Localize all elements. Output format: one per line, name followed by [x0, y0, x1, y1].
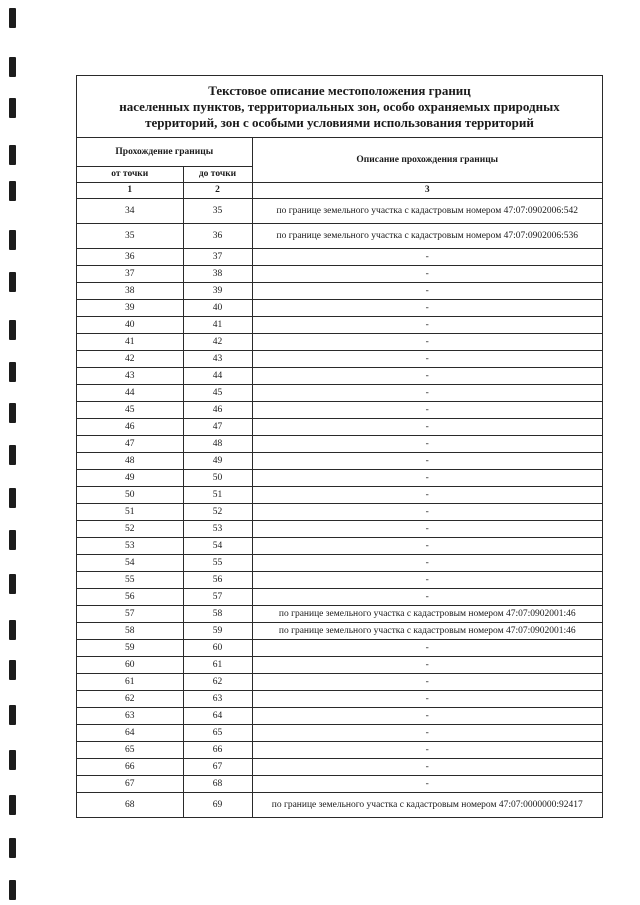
binder-hole — [9, 620, 16, 640]
from-point-cell: 37 — [77, 266, 183, 283]
description-cell: - — [252, 589, 602, 606]
to-point-cell: 45 — [183, 385, 252, 402]
to-point-cell: 51 — [183, 487, 252, 504]
binder-hole — [9, 838, 16, 858]
from-point-cell: 35 — [77, 224, 183, 249]
table-body — [77, 199, 602, 818]
to-point-cell: 62 — [183, 674, 252, 691]
to-point-cell: 35 — [183, 199, 252, 224]
table-row — [77, 368, 602, 385]
table-row — [77, 283, 602, 300]
binder-hole — [9, 530, 16, 550]
description-cell: - — [252, 674, 602, 691]
binder-holes — [9, 0, 17, 905]
description-cell: - — [252, 640, 602, 657]
binder-hole — [9, 272, 16, 292]
description-cell: - — [252, 249, 602, 266]
from-point-cell: 63 — [77, 708, 183, 725]
header-col-number-2: 2 — [183, 183, 252, 199]
table-row — [77, 351, 602, 368]
to-point-cell: 37 — [183, 249, 252, 266]
from-point-cell: 58 — [77, 623, 183, 640]
to-point-cell: 68 — [183, 776, 252, 793]
to-point-cell: 59 — [183, 623, 252, 640]
from-point-cell: 38 — [77, 283, 183, 300]
description-cell: - — [252, 419, 602, 436]
binder-hole — [9, 57, 16, 77]
table-row — [77, 385, 602, 402]
description-cell: - — [252, 317, 602, 334]
description-cell: - — [252, 725, 602, 742]
binder-hole — [9, 230, 16, 250]
description-cell: - — [252, 742, 602, 759]
from-point-cell: 61 — [77, 674, 183, 691]
description-cell: - — [252, 402, 602, 419]
table-row — [77, 402, 602, 419]
table-row — [77, 742, 602, 759]
from-point-cell: 48 — [77, 453, 183, 470]
binder-hole — [9, 488, 16, 508]
to-point-cell: 69 — [183, 793, 252, 818]
to-point-cell: 66 — [183, 742, 252, 759]
table-row — [77, 793, 602, 818]
from-point-cell: 45 — [77, 402, 183, 419]
table-row — [77, 224, 602, 249]
title-line-3: территорий, зон с особыми условиями использования территорий — [145, 115, 534, 130]
binder-hole — [9, 705, 16, 725]
from-point-cell: 54 — [77, 555, 183, 572]
binder-hole — [9, 145, 16, 165]
to-point-cell: 43 — [183, 351, 252, 368]
binder-hole — [9, 880, 16, 900]
header-col-number-1: 1 — [77, 183, 183, 199]
description-cell: - — [252, 385, 602, 402]
description-cell: - — [252, 283, 602, 300]
table-row — [77, 759, 602, 776]
to-point-cell: 52 — [183, 504, 252, 521]
description-cell: - — [252, 657, 602, 674]
to-point-cell: 57 — [183, 589, 252, 606]
from-point-cell: 57 — [77, 606, 183, 623]
header-col-number-3: 3 — [252, 183, 602, 199]
description-cell: по границе земельного участка с кадастровым номером 47:07:0902006:542 — [252, 199, 602, 224]
table-row — [77, 725, 602, 742]
header-passage: Прохождение границы — [77, 138, 252, 167]
header-to-point: до точки — [183, 167, 252, 183]
description-cell: по границе земельного участка с кадастровым номером 47:07:0000000:92417 — [252, 793, 602, 818]
from-point-cell: 56 — [77, 589, 183, 606]
to-point-cell: 56 — [183, 572, 252, 589]
title-line-1: Текстовое описание местоположения границ — [208, 83, 471, 98]
from-point-cell: 55 — [77, 572, 183, 589]
description-cell: - — [252, 759, 602, 776]
from-point-cell: 65 — [77, 742, 183, 759]
to-point-cell: 55 — [183, 555, 252, 572]
from-point-cell: 64 — [77, 725, 183, 742]
table-row — [77, 708, 602, 725]
table-row — [77, 776, 602, 793]
description-cell: - — [252, 300, 602, 317]
table-row — [77, 691, 602, 708]
to-point-cell: 54 — [183, 538, 252, 555]
binder-hole — [9, 181, 16, 201]
from-point-cell: 47 — [77, 436, 183, 453]
from-point-cell: 40 — [77, 317, 183, 334]
binder-hole — [9, 574, 16, 594]
from-point-cell: 46 — [77, 419, 183, 436]
description-cell: - — [252, 436, 602, 453]
binder-hole — [9, 362, 16, 382]
document-title — [77, 76, 602, 138]
from-point-cell: 42 — [77, 351, 183, 368]
table-row — [77, 199, 602, 224]
description-cell: - — [252, 470, 602, 487]
description-cell: - — [252, 368, 602, 385]
boundary-description-sheet — [76, 75, 603, 818]
table-row — [77, 538, 602, 555]
from-point-cell: 53 — [77, 538, 183, 555]
description-cell: - — [252, 266, 602, 283]
from-point-cell: 62 — [77, 691, 183, 708]
from-point-cell: 43 — [77, 368, 183, 385]
from-point-cell: 67 — [77, 776, 183, 793]
table-row — [77, 640, 602, 657]
to-point-cell: 42 — [183, 334, 252, 351]
title-line-2: населенных пунктов, территориальных зон, особо охраняемых природных — [119, 99, 560, 114]
description-cell: - — [252, 521, 602, 538]
to-point-cell: 39 — [183, 283, 252, 300]
from-point-cell: 34 — [77, 199, 183, 224]
table-row — [77, 436, 602, 453]
to-point-cell: 65 — [183, 725, 252, 742]
description-cell: - — [252, 504, 602, 521]
to-point-cell: 49 — [183, 453, 252, 470]
description-cell: - — [252, 487, 602, 504]
table-row — [77, 419, 602, 436]
binder-hole — [9, 403, 16, 423]
binder-hole — [9, 795, 16, 815]
to-point-cell: 47 — [183, 419, 252, 436]
to-point-cell: 60 — [183, 640, 252, 657]
to-point-cell: 58 — [183, 606, 252, 623]
to-point-cell: 63 — [183, 691, 252, 708]
binder-hole — [9, 750, 16, 770]
table-row — [77, 334, 602, 351]
table-row — [77, 504, 602, 521]
binder-hole — [9, 320, 16, 340]
boundary-table — [77, 138, 602, 817]
description-cell: - — [252, 708, 602, 725]
description-cell: - — [252, 538, 602, 555]
to-point-cell: 64 — [183, 708, 252, 725]
description-cell: - — [252, 555, 602, 572]
table-row — [77, 470, 602, 487]
description-cell: по границе земельного участка с кадастровым номером 47:07:0902006:536 — [252, 224, 602, 249]
from-point-cell: 39 — [77, 300, 183, 317]
from-point-cell: 51 — [77, 504, 183, 521]
from-point-cell: 68 — [77, 793, 183, 818]
to-point-cell: 46 — [183, 402, 252, 419]
header-from-point: от точки — [77, 167, 183, 183]
table-row — [77, 453, 602, 470]
to-point-cell: 67 — [183, 759, 252, 776]
to-point-cell: 50 — [183, 470, 252, 487]
table-row — [77, 249, 602, 266]
description-cell: - — [252, 334, 602, 351]
table-row — [77, 317, 602, 334]
to-point-cell: 53 — [183, 521, 252, 538]
from-point-cell: 52 — [77, 521, 183, 538]
description-cell: - — [252, 691, 602, 708]
description-cell: по границе земельного участка с кадастровым номером 47:07:0902001:46 — [252, 623, 602, 640]
table-row — [77, 555, 602, 572]
from-point-cell: 50 — [77, 487, 183, 504]
from-point-cell: 59 — [77, 640, 183, 657]
binder-hole — [9, 660, 16, 680]
to-point-cell: 36 — [183, 224, 252, 249]
from-point-cell: 41 — [77, 334, 183, 351]
from-point-cell: 49 — [77, 470, 183, 487]
description-cell: - — [252, 572, 602, 589]
table-row — [77, 674, 602, 691]
to-point-cell: 41 — [183, 317, 252, 334]
to-point-cell: 61 — [183, 657, 252, 674]
table-row — [77, 606, 602, 623]
from-point-cell: 60 — [77, 657, 183, 674]
to-point-cell: 38 — [183, 266, 252, 283]
table-row — [77, 266, 602, 283]
description-cell: - — [252, 453, 602, 470]
description-cell: - — [252, 351, 602, 368]
table-row — [77, 521, 602, 538]
table-row — [77, 657, 602, 674]
table-row — [77, 623, 602, 640]
binder-hole — [9, 8, 16, 28]
table-row — [77, 572, 602, 589]
from-point-cell: 44 — [77, 385, 183, 402]
header-description: Описание прохождения границы — [252, 138, 602, 183]
table-row — [77, 589, 602, 606]
to-point-cell: 44 — [183, 368, 252, 385]
to-point-cell: 48 — [183, 436, 252, 453]
from-point-cell: 36 — [77, 249, 183, 266]
binder-hole — [9, 445, 16, 465]
from-point-cell: 66 — [77, 759, 183, 776]
table-row — [77, 487, 602, 504]
table-row — [77, 300, 602, 317]
description-cell: по границе земельного участка с кадастровым номером 47:07:0902001:46 — [252, 606, 602, 623]
description-cell: - — [252, 776, 602, 793]
to-point-cell: 40 — [183, 300, 252, 317]
binder-hole — [9, 98, 16, 118]
